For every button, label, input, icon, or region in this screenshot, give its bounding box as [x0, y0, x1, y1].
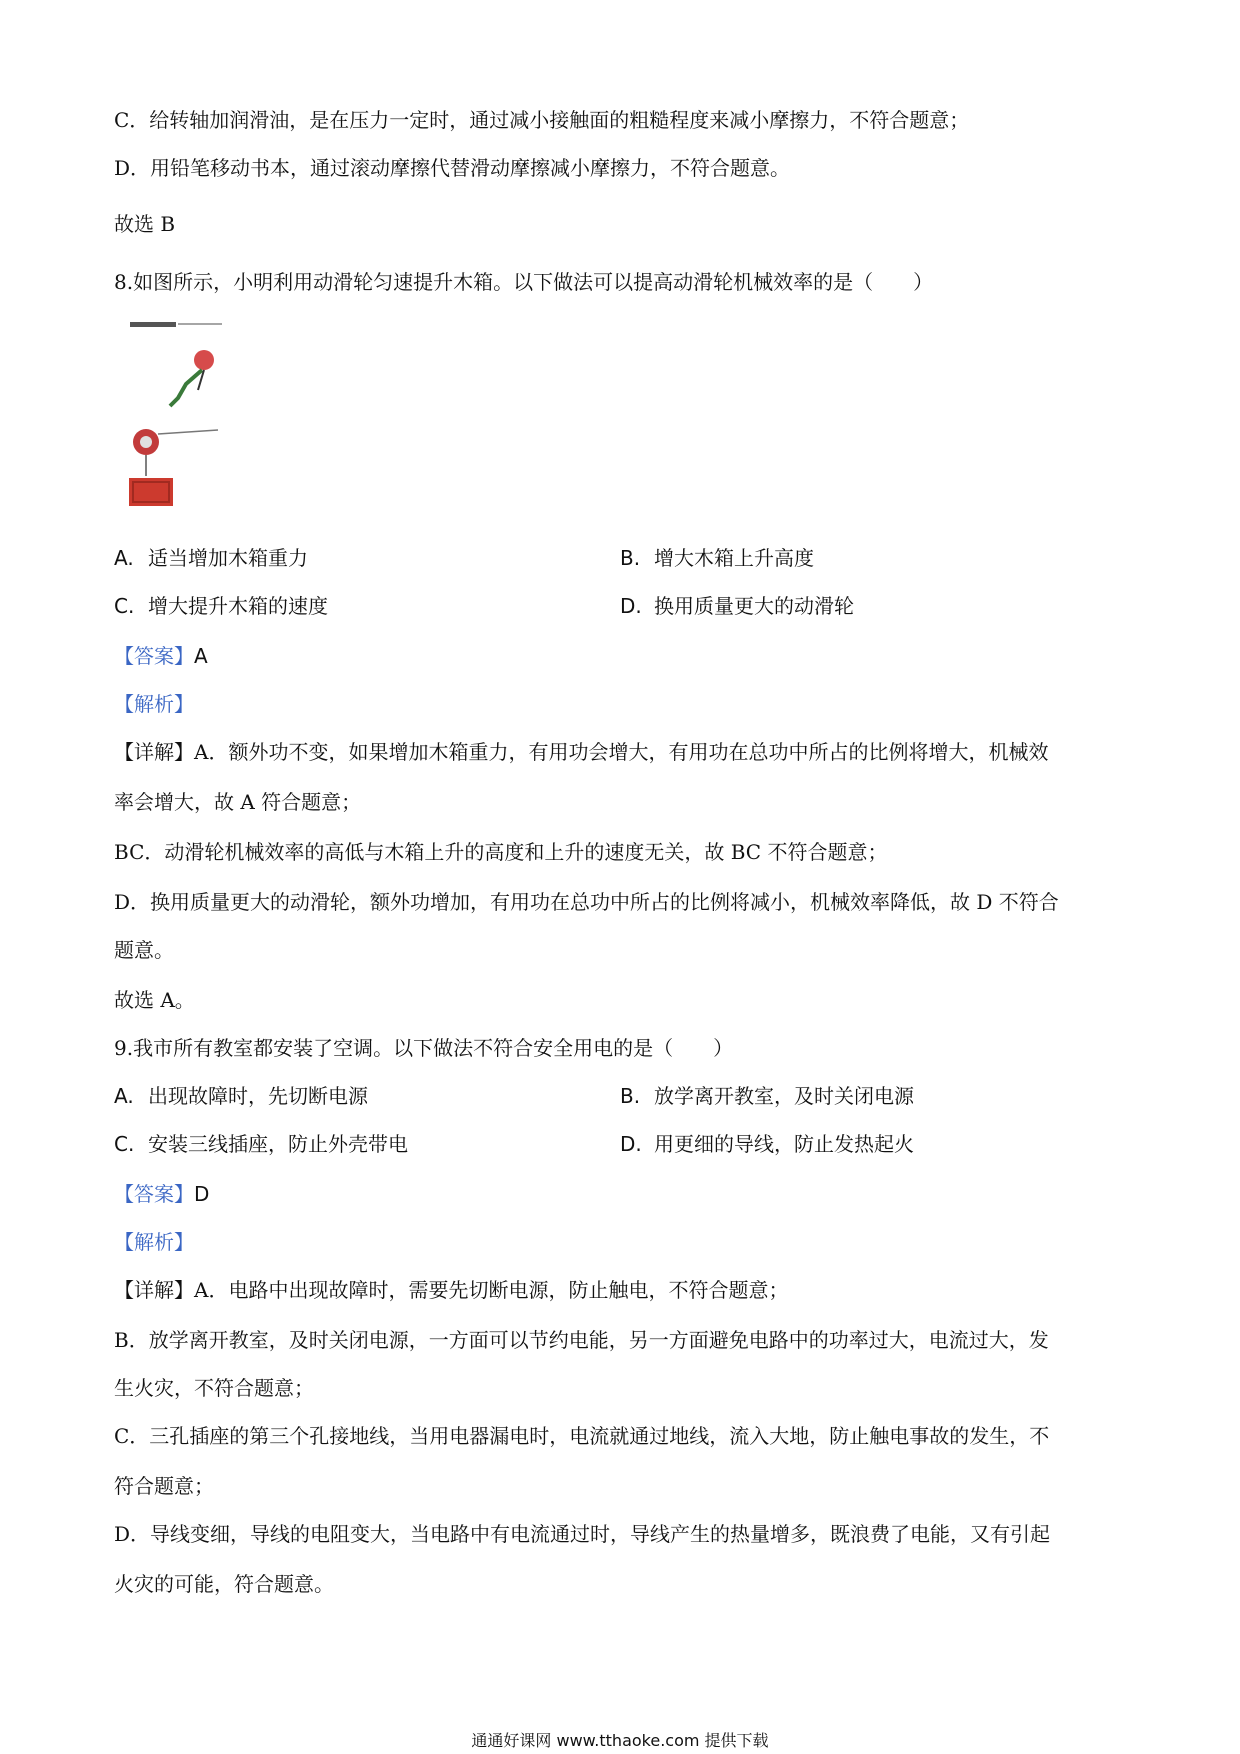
- q9-answer-value: D: [194, 1182, 210, 1206]
- prev-choice: 故选 B: [114, 212, 176, 236]
- q9-option-b-text: 放学离开教室，及时关闭电源: [654, 1084, 914, 1108]
- q9-option-a-letter: A.: [114, 1084, 134, 1108]
- q9-option-d-letter: D.: [620, 1132, 642, 1156]
- q9-option-c: [114, 1130, 408, 1158]
- q8-detail-line-5: 题意。: [114, 938, 174, 962]
- q8-option-d: [620, 592, 854, 620]
- q8-detail-line-1: 【详解】A．额外功不变，如果增加木箱重力，有用功会增大，有用功在总功中所占的比例将增大，机械效: [114, 740, 1049, 764]
- q9-option-a: [114, 1082, 368, 1110]
- q8-answer-tag: 【答案】: [114, 644, 194, 668]
- q9-detail-line-3: 生火灾，不符合题意；: [114, 1376, 314, 1400]
- q8-detail-line-4: D．换用质量更大的动滑轮，额外功增加，有用功在总功中所占的比例将减小，机械效率降低，故 D 不符合: [114, 890, 1059, 914]
- q8-option-a-letter: A.: [114, 546, 134, 570]
- q8-option-c: [114, 592, 328, 620]
- q8-choice: 故选 A。: [114, 988, 195, 1012]
- q9-option-c-letter: C.: [114, 1132, 135, 1156]
- q9-detail-line-6: D．导线变细，导线的电阻变大，当电路中有电流通过时，导线产生的热量增多，既浪费了电能，又有引起: [114, 1522, 1051, 1546]
- q9-detail-line-4: C．三孔插座的第三个孔接地线，当用电器漏电时，电流就通过地线，流入大地，防止触电事故的发生，不: [114, 1424, 1050, 1448]
- question-8-stem: 8.如图所示，小明利用动滑轮匀速提升木箱。以下做法可以提高动滑轮机械效率的是（ ）: [114, 270, 934, 294]
- prev-option-c-explanation: C．给转轴加润滑油，是在压力一定时，通过减小接触面的粗糙程度来减小摩擦力，不符合题意；: [114, 108, 970, 132]
- q9-analysis-tag: 【解析】: [114, 1230, 194, 1254]
- q8-option-b: [620, 544, 814, 572]
- q9-option-c-text: 安装三线插座，防止外壳带电: [148, 1132, 408, 1156]
- q9-detail-line-5: 符合题意；: [114, 1474, 214, 1498]
- prev-option-d-explanation: D．用铅笔移动书本，通过滚动摩擦代替滑动摩擦减小摩擦力，不符合题意。: [114, 156, 791, 180]
- q8-option-c-text: 增大提升木箱的速度: [148, 594, 328, 618]
- q8-option-c-letter: C.: [114, 594, 135, 618]
- q9-answer-tag: 【答案】: [114, 1182, 194, 1206]
- q8-option-a: [114, 544, 308, 572]
- q8-answer: [114, 642, 208, 670]
- q9-option-a-text: 出现故障时，先切断电源: [148, 1084, 368, 1108]
- q9-option-d-text: 用更细的导线，防止发热起火: [654, 1132, 914, 1156]
- q9-detail-line-7: 火灾的可能，符合题意。: [114, 1572, 334, 1596]
- q9-detail-line-2: B．放学离开教室，及时关闭电源，一方面可以节约电能，另一方面避免电路中的功率过大，电流过大，发: [114, 1328, 1049, 1352]
- q8-option-d-text: 换用质量更大的动滑轮: [654, 594, 854, 618]
- q9-option-b: [620, 1082, 914, 1110]
- q9-detail-line-1: 【详解】A．电路中出现故障时，需要先切断电源，防止触电，不符合题意；: [114, 1278, 789, 1302]
- q9-answer: [114, 1180, 209, 1208]
- question-9-stem: 9.我市所有教室都安装了空调。以下做法不符合安全用电的是（ ）: [114, 1036, 734, 1060]
- q8-option-b-letter: B.: [620, 546, 641, 570]
- q8-analysis-tag: 【解析】: [114, 692, 194, 716]
- q8-option-a-text: 适当增加木箱重力: [148, 546, 308, 570]
- q9-option-b-letter: B.: [620, 1084, 641, 1108]
- footer-source: 通通好课网 www.tthaoke.com 提供下载: [471, 1731, 769, 1750]
- pulley-crate-figure: [122, 318, 232, 516]
- q8-answer-value: A: [194, 644, 208, 668]
- q8-detail-line-3: BC．动滑轮机械效率的高低与木箱上升的高度和上升的速度无关，故 BC 不符合题意；: [114, 840, 888, 864]
- q8-option-d-letter: D.: [620, 594, 642, 618]
- q9-option-d: [620, 1130, 914, 1158]
- q8-option-b-text: 增大木箱上升高度: [654, 546, 814, 570]
- q8-detail-line-2: 率会增大，故 A 符合题意；: [114, 790, 362, 814]
